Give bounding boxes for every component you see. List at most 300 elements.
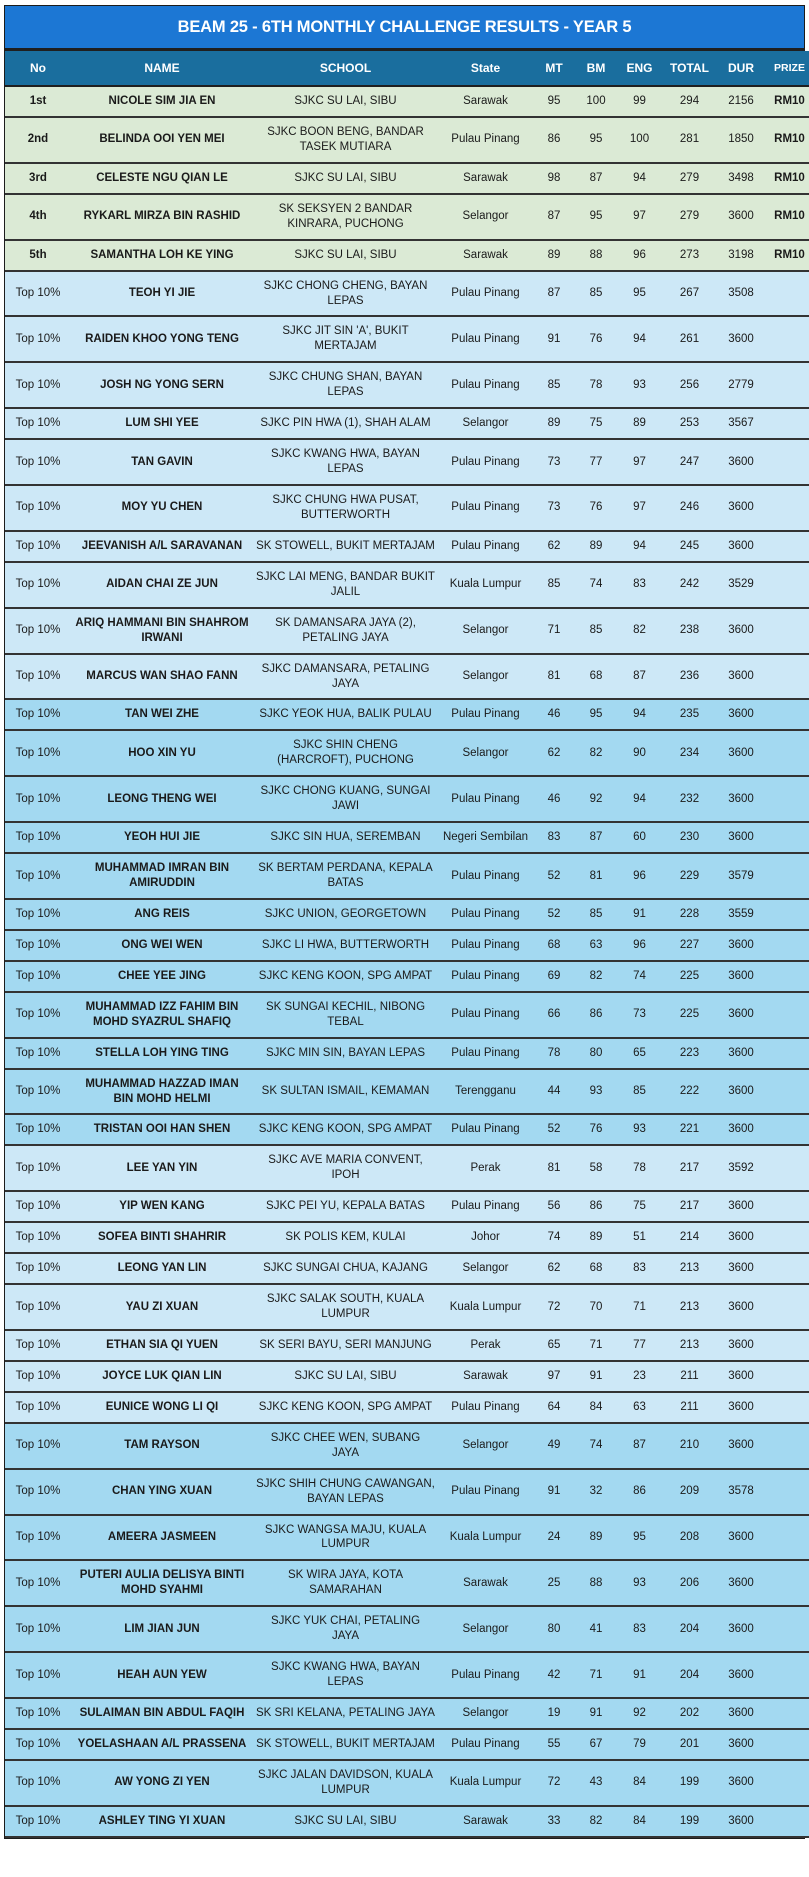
rank-cell: Top 10% xyxy=(5,961,71,992)
rank-cell: 4th xyxy=(5,194,71,240)
duration-cell: 3600 xyxy=(717,1423,765,1469)
state-cell: Pulau Pinang xyxy=(438,961,533,992)
table-row xyxy=(5,1423,809,1469)
school-cell: SK SERI BAYU, SERI MANJUNG xyxy=(253,1330,438,1361)
school-cell: SJKC KENG KOON, SPG AMPAT xyxy=(253,1392,438,1423)
column-header-eng: ENG xyxy=(617,51,662,86)
table-row xyxy=(5,1253,809,1284)
table-row xyxy=(5,730,809,776)
rank-cell: Top 10% xyxy=(5,1760,71,1806)
rank-cell: Top 10% xyxy=(5,1698,71,1729)
table-row xyxy=(5,1284,809,1330)
table-row xyxy=(5,439,809,485)
name-cell: ARIQ HAMMANI BIN SHAHROM IRWANI xyxy=(71,608,253,654)
prize-cell xyxy=(765,1038,809,1069)
school-cell: SJKC JIT SIN 'A', BUKIT MERTAJAM xyxy=(253,316,438,362)
table-row xyxy=(5,1469,809,1515)
mt-score-cell: 85 xyxy=(533,362,575,408)
mt-score-cell: 87 xyxy=(533,271,575,317)
bm-score-cell: 75 xyxy=(575,408,617,439)
eng-score-cell: 87 xyxy=(617,654,662,700)
eng-score-cell: 79 xyxy=(617,1729,662,1760)
name-cell: AMEERA JASMEEN xyxy=(71,1515,253,1561)
total-score-cell: 202 xyxy=(662,1698,717,1729)
name-cell: MUHAMMAD HAZZAD IMAN BIN MOHD HELMI xyxy=(71,1069,253,1115)
table-row xyxy=(5,1069,809,1115)
bm-score-cell: 71 xyxy=(575,1652,617,1698)
eng-score-cell: 93 xyxy=(617,1114,662,1145)
state-cell: Pulau Pinang xyxy=(438,1729,533,1760)
school-cell: SJKC SU LAI, SIBU xyxy=(253,1361,438,1392)
duration-cell: 3600 xyxy=(717,1698,765,1729)
eng-score-cell: 95 xyxy=(617,271,662,317)
column-header-school: SCHOOL xyxy=(253,51,438,86)
bm-score-cell: 82 xyxy=(575,961,617,992)
prize-cell: RM10 xyxy=(765,117,809,163)
table-row xyxy=(5,961,809,992)
bm-score-cell: 95 xyxy=(575,194,617,240)
school-cell: SK POLIS KEM, KULAI xyxy=(253,1222,438,1253)
total-score-cell: 236 xyxy=(662,654,717,700)
duration-cell: 3600 xyxy=(717,1114,765,1145)
rank-cell: Top 10% xyxy=(5,1361,71,1392)
eng-score-cell: 60 xyxy=(617,822,662,853)
total-score-cell: 273 xyxy=(662,240,717,271)
total-score-cell: 279 xyxy=(662,194,717,240)
total-score-cell: 228 xyxy=(662,899,717,930)
bm-score-cell: 43 xyxy=(575,1760,617,1806)
bm-score-cell: 80 xyxy=(575,1038,617,1069)
rank-cell: Top 10% xyxy=(5,1330,71,1361)
prize-cell xyxy=(765,930,809,961)
school-cell: SK DAMANSARA JAYA (2), PETALING JAYA xyxy=(253,608,438,654)
column-header-name: NAME xyxy=(71,51,253,86)
name-cell: MARCUS WAN SHAO FANN xyxy=(71,654,253,700)
mt-score-cell: 91 xyxy=(533,316,575,362)
total-score-cell: 225 xyxy=(662,961,717,992)
eng-score-cell: 91 xyxy=(617,899,662,930)
bm-score-cell: 92 xyxy=(575,776,617,822)
school-cell: SJKC PIN HWA (1), SHAH ALAM xyxy=(253,408,438,439)
state-cell: Pulau Pinang xyxy=(438,992,533,1038)
prize-cell xyxy=(765,1253,809,1284)
column-header-total: TOTAL xyxy=(662,51,717,86)
name-cell: JOYCE LUK QIAN LIN xyxy=(71,1361,253,1392)
eng-score-cell: 92 xyxy=(617,1698,662,1729)
eng-score-cell: 63 xyxy=(617,1392,662,1423)
prize-cell xyxy=(765,1469,809,1515)
prize-cell xyxy=(765,899,809,930)
bm-score-cell: 89 xyxy=(575,1515,617,1561)
school-cell: SK SEKSYEN 2 BANDAR KINRARA, PUCHONG xyxy=(253,194,438,240)
bm-score-cell: 76 xyxy=(575,316,617,362)
prize-cell xyxy=(765,1114,809,1145)
prize-cell xyxy=(765,316,809,362)
name-cell: LUM SHI YEE xyxy=(71,408,253,439)
duration-cell: 3559 xyxy=(717,899,765,930)
school-cell: SJKC KENG KOON, SPG AMPAT xyxy=(253,1114,438,1145)
duration-cell: 3600 xyxy=(717,194,765,240)
page-title-text: BEAM 25 - 6TH MONTHLY CHALLENGE RESULTS - YEAR 5 xyxy=(177,17,632,36)
state-cell: Pulau Pinang xyxy=(438,1038,533,1069)
rank-cell: Top 10% xyxy=(5,1392,71,1423)
total-score-cell: 225 xyxy=(662,992,717,1038)
rank-cell: 2nd xyxy=(5,117,71,163)
table-row xyxy=(5,1729,809,1760)
eng-score-cell: 74 xyxy=(617,961,662,992)
rank-cell: Top 10% xyxy=(5,992,71,1038)
rank-cell: Top 10% xyxy=(5,930,71,961)
duration-cell: 3579 xyxy=(717,853,765,899)
name-cell: ETHAN SIA QI YUEN xyxy=(71,1330,253,1361)
prize-cell xyxy=(765,608,809,654)
duration-cell: 3600 xyxy=(717,1729,765,1760)
table-row xyxy=(5,408,809,439)
state-cell: Kuala Lumpur xyxy=(438,1284,533,1330)
school-cell: SJKC SHIH CHUNG CAWANGAN, BAYAN LEPAS xyxy=(253,1469,438,1515)
name-cell: ASHLEY TING YI XUAN xyxy=(71,1806,253,1837)
name-cell: TRISTAN OOI HAN SHEN xyxy=(71,1114,253,1145)
table-row xyxy=(5,1145,809,1191)
duration-cell: 2779 xyxy=(717,362,765,408)
bm-score-cell: 68 xyxy=(575,654,617,700)
name-cell: JOSH NG YONG SERN xyxy=(71,362,253,408)
prize-cell xyxy=(765,730,809,776)
rank-cell: Top 10% xyxy=(5,562,71,608)
school-cell: SJKC CHUNG HWA PUSAT, BUTTERWORTH xyxy=(253,485,438,531)
name-cell: LEONG THENG WEI xyxy=(71,776,253,822)
duration-cell: 3600 xyxy=(717,1284,765,1330)
rank-cell: Top 10% xyxy=(5,1191,71,1222)
name-cell: CHAN YING XUAN xyxy=(71,1469,253,1515)
column-header-state: State xyxy=(438,51,533,86)
bm-score-cell: 74 xyxy=(575,562,617,608)
eng-score-cell: 83 xyxy=(617,1606,662,1652)
total-score-cell: 235 xyxy=(662,699,717,730)
duration-cell: 3592 xyxy=(717,1145,765,1191)
school-cell: SK BERTAM PERDANA, KEPALA BATAS xyxy=(253,853,438,899)
name-cell: TAN WEI ZHE xyxy=(71,699,253,730)
state-cell: Selangor xyxy=(438,1698,533,1729)
total-score-cell: 221 xyxy=(662,1114,717,1145)
mt-score-cell: 56 xyxy=(533,1191,575,1222)
state-cell: Kuala Lumpur xyxy=(438,1760,533,1806)
table-row xyxy=(5,316,809,362)
state-cell: Sarawak xyxy=(438,86,533,117)
name-cell: MUHAMMAD IZZ FAHIM BIN MOHD SYAZRUL SHAFIQ xyxy=(71,992,253,1038)
prize-cell xyxy=(765,408,809,439)
name-cell: YOELASHAAN A/L PRASSENA xyxy=(71,1729,253,1760)
bm-score-cell: 87 xyxy=(575,822,617,853)
duration-cell: 3600 xyxy=(717,1652,765,1698)
state-cell: Pulau Pinang xyxy=(438,271,533,317)
rank-cell: Top 10% xyxy=(5,1114,71,1145)
eng-score-cell: 84 xyxy=(617,1760,662,1806)
mt-score-cell: 62 xyxy=(533,531,575,562)
state-cell: Selangor xyxy=(438,730,533,776)
table-row xyxy=(5,163,809,194)
eng-score-cell: 91 xyxy=(617,1652,662,1698)
eng-score-cell: 94 xyxy=(617,699,662,730)
rank-cell: Top 10% xyxy=(5,608,71,654)
eng-score-cell: 93 xyxy=(617,362,662,408)
state-cell: Pulau Pinang xyxy=(438,531,533,562)
state-cell: Pulau Pinang xyxy=(438,930,533,961)
duration-cell: 3600 xyxy=(717,1515,765,1561)
total-score-cell: 211 xyxy=(662,1392,717,1423)
school-cell: SK WIRA JAYA, KOTA SAMARAHAN xyxy=(253,1560,438,1606)
bm-score-cell: 87 xyxy=(575,163,617,194)
state-cell: Pulau Pinang xyxy=(438,1191,533,1222)
bm-score-cell: 91 xyxy=(575,1698,617,1729)
mt-score-cell: 66 xyxy=(533,992,575,1038)
total-score-cell: 211 xyxy=(662,1361,717,1392)
duration-cell: 3600 xyxy=(717,1222,765,1253)
total-score-cell: 217 xyxy=(662,1145,717,1191)
duration-cell: 3600 xyxy=(717,608,765,654)
rank-cell: Top 10% xyxy=(5,1423,71,1469)
name-cell: AW YONG ZI YEN xyxy=(71,1760,253,1806)
results-table xyxy=(5,51,809,1838)
name-cell: STELLA LOH YING TING xyxy=(71,1038,253,1069)
state-cell: Sarawak xyxy=(438,1361,533,1392)
state-cell: Perak xyxy=(438,1145,533,1191)
name-cell: ONG WEI WEN xyxy=(71,930,253,961)
state-cell: Sarawak xyxy=(438,1806,533,1837)
eng-score-cell: 82 xyxy=(617,608,662,654)
school-cell: SK SULTAN ISMAIL, KEMAMAN xyxy=(253,1069,438,1115)
school-cell: SJKC SIN HUA, SEREMBAN xyxy=(253,822,438,853)
eng-score-cell: 94 xyxy=(617,163,662,194)
duration-cell: 3600 xyxy=(717,1361,765,1392)
prize-cell: RM10 xyxy=(765,86,809,117)
school-cell: SK STOWELL, BUKIT MERTAJAM xyxy=(253,1729,438,1760)
name-cell: SULAIMAN BIN ABDUL FAQIH xyxy=(71,1698,253,1729)
mt-score-cell: 52 xyxy=(533,1114,575,1145)
prize-cell xyxy=(765,1760,809,1806)
total-score-cell: 281 xyxy=(662,117,717,163)
prize-cell xyxy=(765,485,809,531)
table-row xyxy=(5,992,809,1038)
mt-score-cell: 89 xyxy=(533,408,575,439)
bm-score-cell: 63 xyxy=(575,930,617,961)
eng-score-cell: 96 xyxy=(617,853,662,899)
prize-cell xyxy=(765,1145,809,1191)
state-cell: Pulau Pinang xyxy=(438,899,533,930)
name-cell: PUTERI AULIA DELISYA BINTI MOHD SYAHMI xyxy=(71,1560,253,1606)
school-cell: SJKC MIN SIN, BAYAN LEPAS xyxy=(253,1038,438,1069)
mt-score-cell: 62 xyxy=(533,1253,575,1284)
bm-score-cell: 82 xyxy=(575,730,617,776)
total-score-cell: 199 xyxy=(662,1760,717,1806)
prize-cell: RM10 xyxy=(765,163,809,194)
duration-cell: 3600 xyxy=(717,776,765,822)
school-cell: SJKC JALAN DAVIDSON, KUALA LUMPUR xyxy=(253,1760,438,1806)
rank-cell: Top 10% xyxy=(5,1806,71,1837)
eng-score-cell: 75 xyxy=(617,1191,662,1222)
duration-cell: 2156 xyxy=(717,86,765,117)
duration-cell: 3600 xyxy=(717,1069,765,1115)
eng-score-cell: 65 xyxy=(617,1038,662,1069)
name-cell: YAU ZI XUAN xyxy=(71,1284,253,1330)
mt-score-cell: 19 xyxy=(533,1698,575,1729)
rank-cell: Top 10% xyxy=(5,1284,71,1330)
name-cell: JEEVANISH A/L SARAVANAN xyxy=(71,531,253,562)
prize-cell xyxy=(765,1392,809,1423)
bm-score-cell: 81 xyxy=(575,853,617,899)
eng-score-cell: 83 xyxy=(617,562,662,608)
name-cell: BELINDA OOI YEN MEI xyxy=(71,117,253,163)
prize-cell xyxy=(765,1069,809,1115)
mt-score-cell: 55 xyxy=(533,1729,575,1760)
school-cell: SJKC KWANG HWA, BAYAN LEPAS xyxy=(253,1652,438,1698)
bm-score-cell: 84 xyxy=(575,1392,617,1423)
total-score-cell: 253 xyxy=(662,408,717,439)
duration-cell: 3600 xyxy=(717,1330,765,1361)
table-row xyxy=(5,562,809,608)
school-cell: SJKC UNION, GEORGETOWN xyxy=(253,899,438,930)
duration-cell: 3600 xyxy=(717,961,765,992)
eng-score-cell: 90 xyxy=(617,730,662,776)
column-header-dur: DUR xyxy=(717,51,765,86)
mt-score-cell: 62 xyxy=(533,730,575,776)
state-cell: Selangor xyxy=(438,408,533,439)
rank-cell: Top 10% xyxy=(5,822,71,853)
table-row xyxy=(5,1560,809,1606)
total-score-cell: 206 xyxy=(662,1560,717,1606)
rank-cell: Top 10% xyxy=(5,1515,71,1561)
table-row xyxy=(5,1515,809,1561)
bm-score-cell: 67 xyxy=(575,1729,617,1760)
school-cell: SK SUNGAI KECHIL, NIBONG TEBAL xyxy=(253,992,438,1038)
mt-score-cell: 49 xyxy=(533,1423,575,1469)
total-score-cell: 229 xyxy=(662,853,717,899)
rank-cell: 1st xyxy=(5,86,71,117)
duration-cell: 3600 xyxy=(717,930,765,961)
bm-score-cell: 74 xyxy=(575,1423,617,1469)
eng-score-cell: 100 xyxy=(617,117,662,163)
state-cell: Pulau Pinang xyxy=(438,1652,533,1698)
mt-score-cell: 74 xyxy=(533,1222,575,1253)
school-cell: SJKC DAMANSARA, PETALING JAYA xyxy=(253,654,438,700)
school-cell: SJKC CHONG CHENG, BAYAN LEPAS xyxy=(253,271,438,317)
state-cell: Pulau Pinang xyxy=(438,776,533,822)
eng-score-cell: 94 xyxy=(617,316,662,362)
state-cell: Selangor xyxy=(438,1253,533,1284)
state-cell: Selangor xyxy=(438,194,533,240)
duration-cell: 3578 xyxy=(717,1469,765,1515)
mt-score-cell: 97 xyxy=(533,1361,575,1392)
total-score-cell: 223 xyxy=(662,1038,717,1069)
name-cell: CHEE YEE JING xyxy=(71,961,253,992)
prize-cell xyxy=(765,699,809,730)
name-cell: RYKARL MIRZA BIN RASHID xyxy=(71,194,253,240)
total-score-cell: 222 xyxy=(662,1069,717,1115)
mt-score-cell: 95 xyxy=(533,86,575,117)
state-cell: Johor xyxy=(438,1222,533,1253)
eng-score-cell: 78 xyxy=(617,1145,662,1191)
total-score-cell: 245 xyxy=(662,531,717,562)
school-cell: SJKC SUNGAI CHUA, KAJANG xyxy=(253,1253,438,1284)
prize-cell xyxy=(765,1191,809,1222)
rank-cell: Top 10% xyxy=(5,1729,71,1760)
duration-cell: 3600 xyxy=(717,1606,765,1652)
total-score-cell: 242 xyxy=(662,562,717,608)
school-cell: SJKC KWANG HWA, BAYAN LEPAS xyxy=(253,439,438,485)
duration-cell: 3600 xyxy=(717,822,765,853)
prize-cell xyxy=(765,654,809,700)
prize-cell: RM10 xyxy=(765,194,809,240)
school-cell: SJKC CHONG KUANG, SUNGAI JAWI xyxy=(253,776,438,822)
mt-score-cell: 81 xyxy=(533,1145,575,1191)
name-cell: NICOLE SIM JIA EN xyxy=(71,86,253,117)
total-score-cell: 279 xyxy=(662,163,717,194)
total-score-cell: 213 xyxy=(662,1284,717,1330)
name-cell: EUNICE WONG LI QI xyxy=(71,1392,253,1423)
mt-score-cell: 80 xyxy=(533,1606,575,1652)
eng-score-cell: 71 xyxy=(617,1284,662,1330)
prize-cell xyxy=(765,1652,809,1698)
name-cell: SAMANTHA LOH KE YING xyxy=(71,240,253,271)
table-row xyxy=(5,240,809,271)
prize-cell xyxy=(765,1560,809,1606)
table-row xyxy=(5,271,809,317)
bm-score-cell: 86 xyxy=(575,992,617,1038)
rank-cell: Top 10% xyxy=(5,654,71,700)
name-cell: LEONG YAN LIN xyxy=(71,1253,253,1284)
table-row xyxy=(5,1392,809,1423)
eng-score-cell: 86 xyxy=(617,1469,662,1515)
name-cell: MUHAMMAD IMRAN BIN AMIRUDDIN xyxy=(71,853,253,899)
total-score-cell: 213 xyxy=(662,1253,717,1284)
name-cell: LEE YAN YIN xyxy=(71,1145,253,1191)
duration-cell: 3567 xyxy=(717,408,765,439)
mt-score-cell: 52 xyxy=(533,899,575,930)
bm-score-cell: 78 xyxy=(575,362,617,408)
mt-score-cell: 24 xyxy=(533,1515,575,1561)
state-cell: Sarawak xyxy=(438,240,533,271)
duration-cell: 3600 xyxy=(717,1191,765,1222)
bm-score-cell: 95 xyxy=(575,699,617,730)
school-cell: SJKC BOON BENG, BANDAR TASEK MUTIARA xyxy=(253,117,438,163)
rank-cell: Top 10% xyxy=(5,1222,71,1253)
bm-score-cell: 88 xyxy=(575,240,617,271)
duration-cell: 3600 xyxy=(717,730,765,776)
state-cell: Sarawak xyxy=(438,1560,533,1606)
state-cell: Pulau Pinang xyxy=(438,1114,533,1145)
total-score-cell: 246 xyxy=(662,485,717,531)
eng-score-cell: 96 xyxy=(617,930,662,961)
prize-cell: RM10 xyxy=(765,240,809,271)
prize-cell xyxy=(765,1698,809,1729)
table-row xyxy=(5,1222,809,1253)
mt-score-cell: 81 xyxy=(533,654,575,700)
eng-score-cell: 85 xyxy=(617,1069,662,1115)
rank-cell: Top 10% xyxy=(5,699,71,730)
state-cell: Pulau Pinang xyxy=(438,699,533,730)
name-cell: LIM JIAN JUN xyxy=(71,1606,253,1652)
state-cell: Pulau Pinang xyxy=(438,853,533,899)
duration-cell: 3600 xyxy=(717,1392,765,1423)
duration-cell: 1850 xyxy=(717,117,765,163)
bm-score-cell: 76 xyxy=(575,1114,617,1145)
bm-score-cell: 68 xyxy=(575,1253,617,1284)
rank-cell: Top 10% xyxy=(5,362,71,408)
table-row xyxy=(5,194,809,240)
bm-score-cell: 58 xyxy=(575,1145,617,1191)
duration-cell: 3529 xyxy=(717,562,765,608)
prize-cell xyxy=(765,1423,809,1469)
